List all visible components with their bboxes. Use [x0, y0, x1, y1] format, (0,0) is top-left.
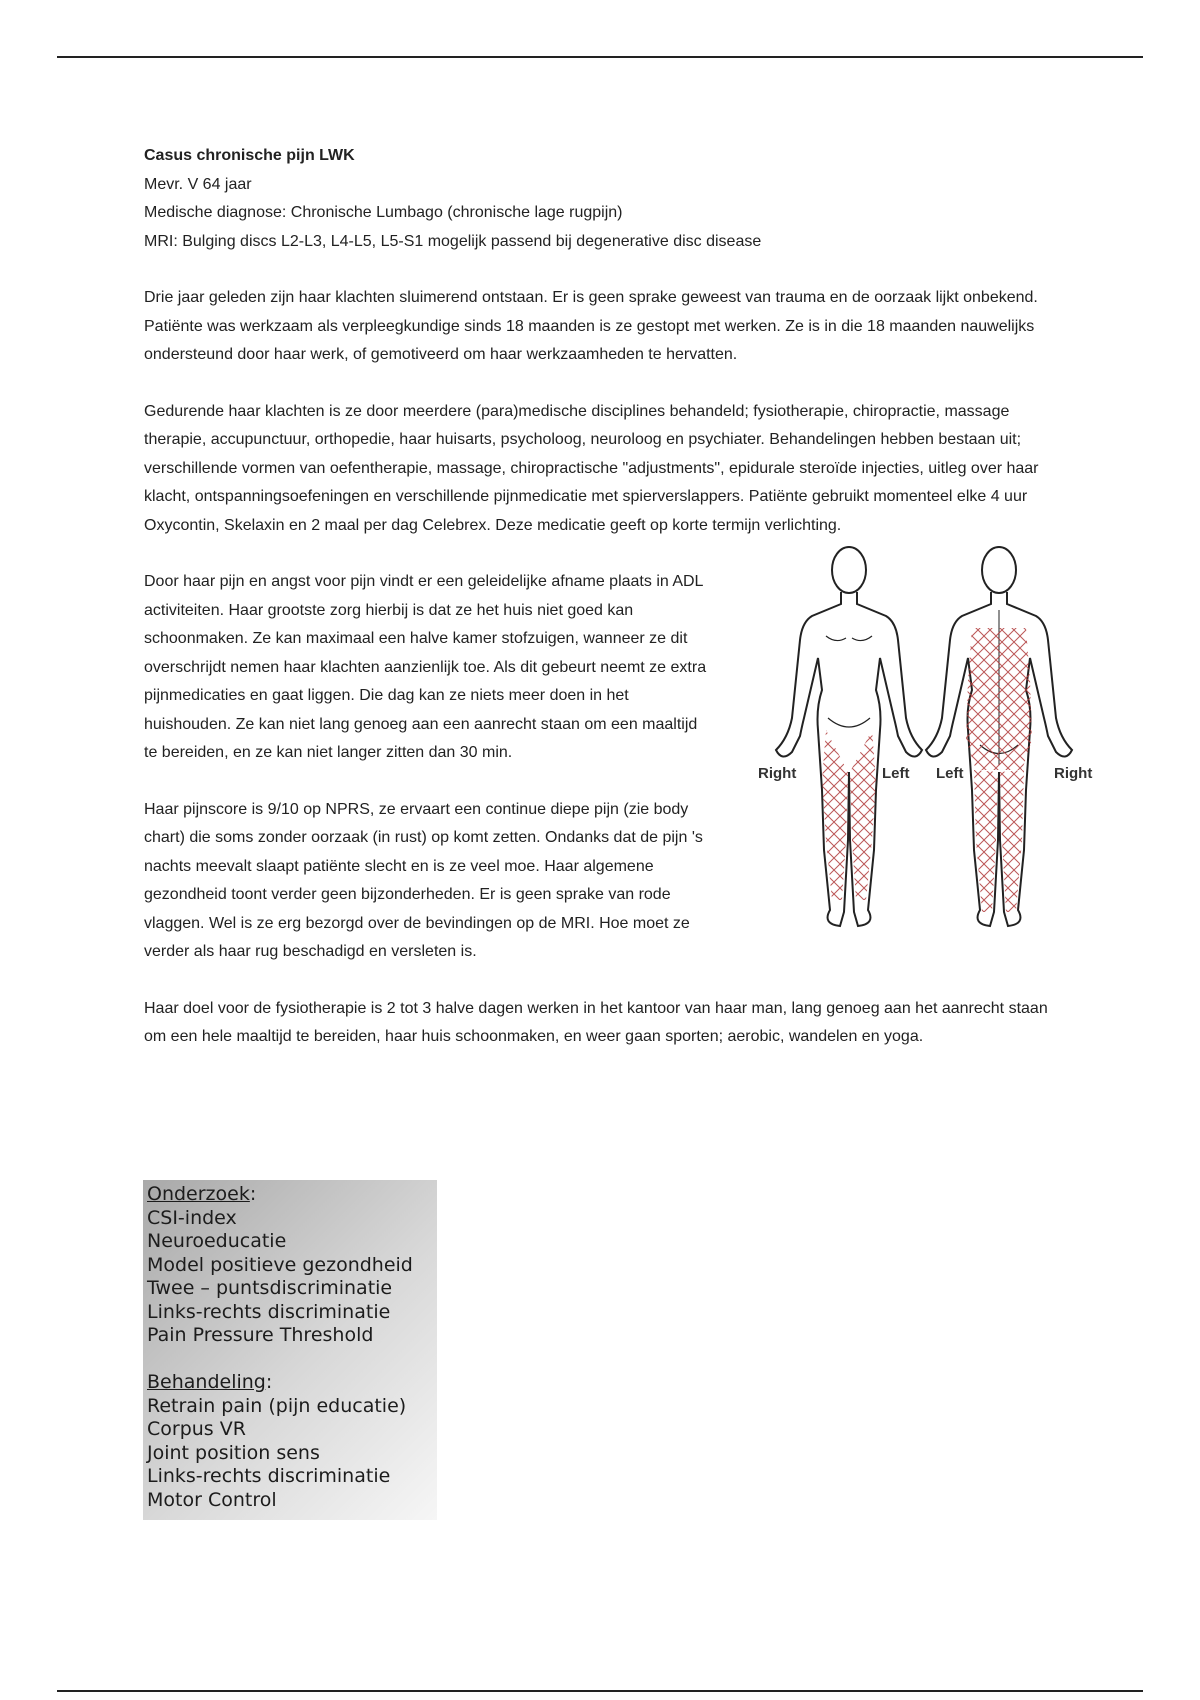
- plan-box: [143, 1180, 437, 1520]
- list-item: Pain Pressure Threshold: [147, 1324, 374, 1346]
- paragraph-goal: Haar doel voor de fysiotherapie is 2 tot 3 halve dagen werken in het kantoor van haar man, lang genoeg aan het aanrecht staan om een hele maaltijd te bereiden, haar huis schoonmaken, en weer gaan sporten; aerobic, wandelen en yoga.: [144, 999, 1048, 1045]
- paragraph-adl: Door haar pijn en angst voor pijn vindt er een geleidelijke afname plaats in ADL activiteiten. Haar grootste zorg hierbij is dat ze het huis niet goed kan schoonmaken. Ze kan maximaal een halve kamer stofzuigen, wanneer ze dit overschrijdt nemen haar klachten aanzienlijk toe. Als dit gebeurt neemt ze extra pijnmedicaties en gaat liggen. Die dag kan ze niets meer doen in het huishouden. Ze kan niet lang genoeg aan een aanrecht staan om een maaltijd te bereiden, en ze kan niet langer zitten dan 30 min.: [144, 573, 707, 761]
- behandeling-label: Behandeling: [147, 1371, 266, 1393]
- list-item: Motor Control: [147, 1488, 277, 1511]
- behandeling-list: [147, 1395, 433, 1513]
- list-item: Corpus VR: [147, 1418, 246, 1440]
- case-header: [144, 142, 1064, 256]
- mri-line: MRI: Bulging discs L2-L3, L4-L5, L5-S1 mogelijk passend bij degenerative disc disease: [144, 232, 762, 250]
- list-item: Retrain pain (pijn educatie): [147, 1394, 407, 1417]
- body-chart: [744, 540, 1104, 935]
- top-rule: [57, 56, 1143, 58]
- document-body: [144, 142, 1093, 1080]
- onderzoek-heading: Onderzoek:: [147, 1183, 257, 1205]
- paragraph-pain: Haar pijnscore is 9/10 op NPRS, ze ervaart een continue diepe pijn (zie body chart) die soms zonder oorzaak (in rust) op komt zetten. Ondanks dat de pijn 's nachts meevalt slaapt patiënte slecht en is ze veel moe. Haar algemene gezondheid toont verder geen bijzonderheden. Er is geen sprake van rode vlaggen. Wel is ze erg bezorgd over de bevindingen op de MRI. Hoe moet ze verder als haar rug beschadigd en versleten is.: [144, 800, 703, 960]
- list-item: Links-rechts discriminatie: [147, 1465, 391, 1487]
- behandeling-heading: Behandeling:: [147, 1371, 273, 1393]
- body-chart-section: [144, 568, 1093, 967]
- list-item: Neuroeducatie: [147, 1230, 287, 1252]
- front-figure: [776, 547, 922, 926]
- back-left-label: Left: [936, 765, 964, 782]
- case-title: Casus chronische pijn LWK: [144, 147, 355, 164]
- list-item: Model positieve gezondheid: [147, 1253, 413, 1276]
- list-item: Links-rechts discriminatie: [147, 1300, 391, 1323]
- list-item: Twee – puntsdiscriminatie: [147, 1277, 393, 1299]
- onderzoek-list: [147, 1207, 433, 1348]
- diagnosis-line: Medische diagnose: Chronische Lumbago (chronische lage rugpijn): [144, 204, 623, 221]
- patient-line: Mevr. V 64 jaar: [144, 175, 252, 193]
- front-right-label: Right: [758, 765, 797, 782]
- paragraph-treatments: Gedurende haar klachten is ze door meerdere (para)medische disciplines behandeld; fysiotherapie, chiropractie, massage therapie, accupunctuur, orthopedie, haar huisarts, psycholoog, neuroloog en psychiater. Behandelingen hebben bestaan uit; verschillende vormen van oefentherapie, massage, chiropractische "adjustments", epidurale steroïde injecties, uitleg over haar klacht, ontspanningsoefeningen en verschillende pijnmedicatie met spierverslappers. Patiënte gebruikt momenteel elke 4 uur Oxycontin, Skelaxin en 2 maal per dag Celebrex. Deze medicatie geeft op korte termijn verlichting.: [144, 402, 1039, 534]
- list-item: Joint position sens: [147, 1441, 320, 1464]
- body-chart-figure: [744, 540, 1104, 935]
- paragraph-history: Drie jaar geleden zijn haar klachten sluimerend ontstaan. Er is geen sprake geweest van trauma en de oorzaak lijkt onbekend. Patiënte was werkzaam als verpleegkundige sinds 18 maanden is ze gestopt met werken. Ze is in die 18 maanden nauwelijks ondersteund door haar werk, of gemotiveerd om haar werkzaamheden te hervatten.: [144, 289, 1038, 363]
- box-spacer: [147, 1348, 433, 1372]
- bottom-rule: [57, 1690, 1143, 1692]
- list-item: CSI-index: [147, 1206, 237, 1229]
- back-right-label: Right: [1054, 765, 1093, 782]
- onderzoek-label: Onderzoek: [147, 1183, 250, 1205]
- front-left-label: Left: [882, 765, 910, 782]
